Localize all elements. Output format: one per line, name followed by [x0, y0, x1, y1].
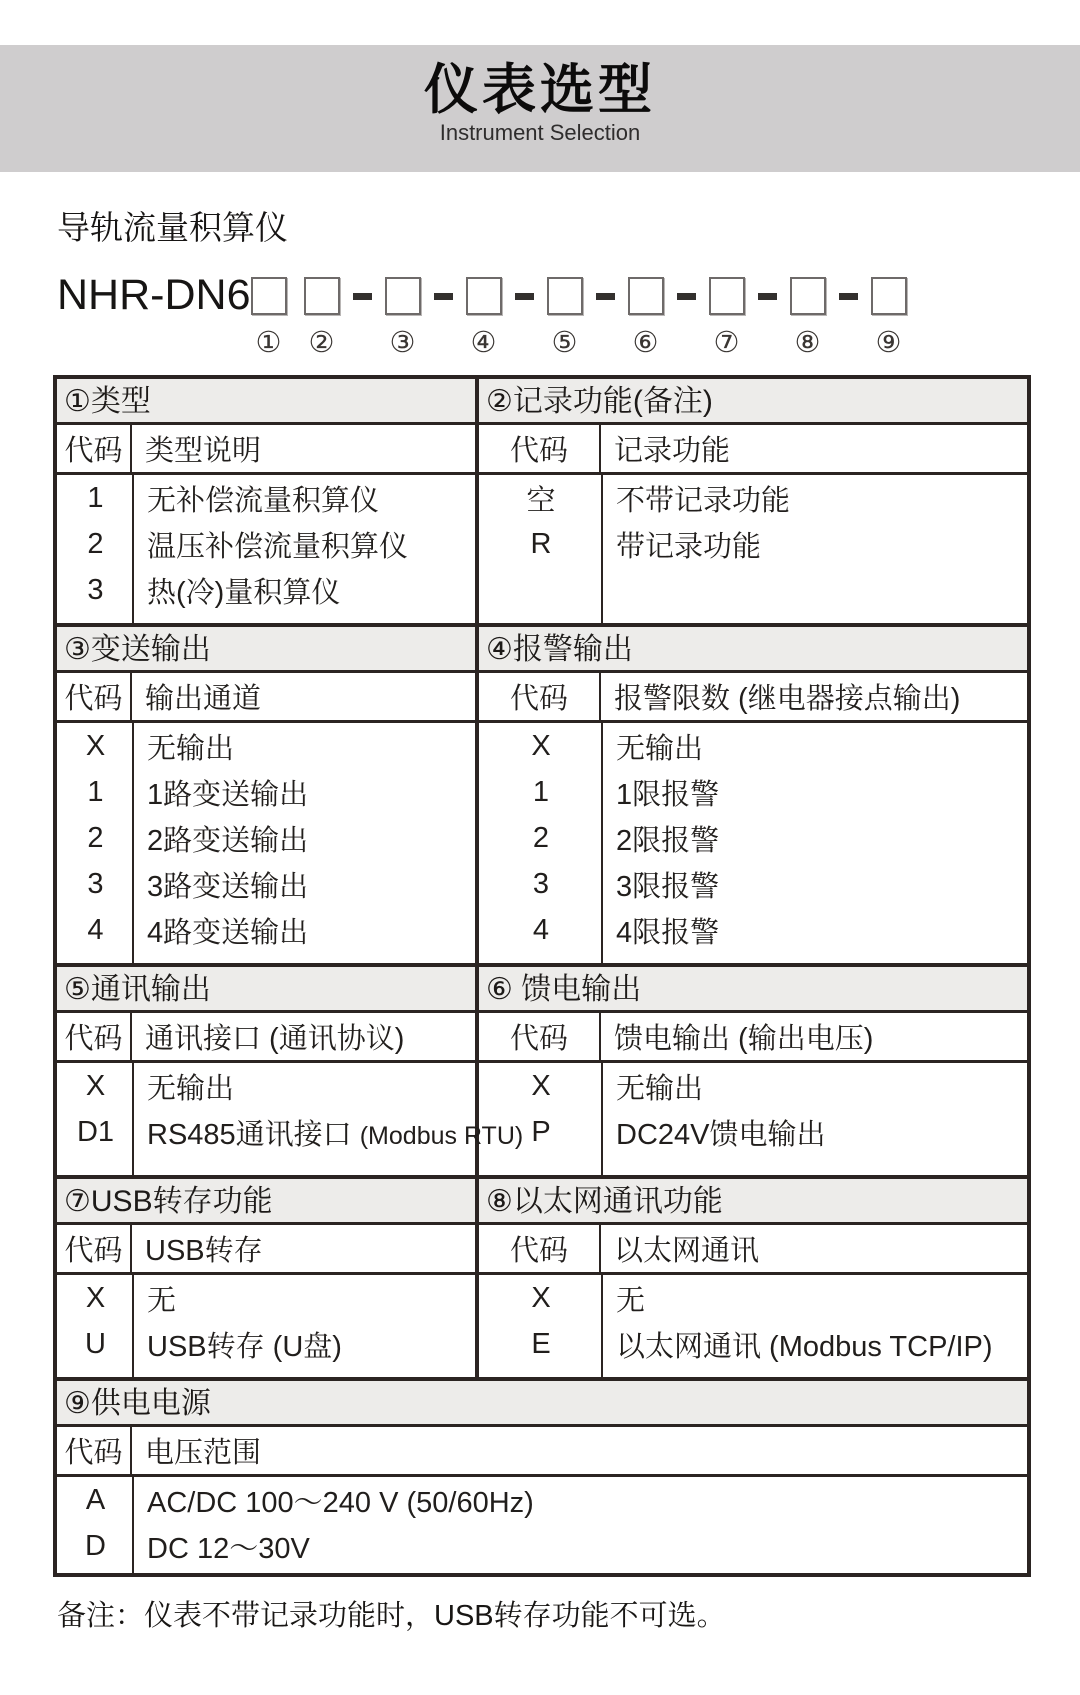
desc-cell: 无输出 [147, 1072, 235, 1105]
code-cell: D [85, 1529, 106, 1562]
column-header-row [479, 673, 1027, 723]
code-cell: 4 [87, 913, 104, 946]
table-row [57, 1063, 475, 1109]
table-row [479, 815, 1027, 861]
code-header-cell: 代码 [57, 673, 132, 720]
model-code-dash [596, 293, 615, 300]
code-cell: U [85, 1327, 106, 1360]
model-code-box [790, 277, 826, 315]
table-row [57, 1523, 1027, 1569]
section-title: ⑧以太网通讯功能 [479, 1179, 1027, 1225]
section-title: ⑤通讯输出 [57, 967, 475, 1013]
desc-cell: USB转存 (U盘) [147, 1330, 342, 1363]
section-title: ⑦USB转存功能 [57, 1179, 475, 1225]
table-row [57, 861, 475, 907]
section-title: ③变送输出 [57, 627, 475, 673]
code-cell: 1 [87, 481, 104, 514]
model-code-row [57, 263, 1080, 319]
section-title: ①类型 [57, 379, 475, 425]
code-cell: P [531, 1115, 551, 1148]
table-row [479, 1109, 1027, 1155]
desc-cell: 无输出 [147, 732, 235, 765]
section-rows [57, 1275, 475, 1377]
selection-table [53, 375, 1031, 1577]
position-label: ⑨ [875, 325, 902, 359]
section-pair-5-6 [57, 963, 1027, 1175]
code-cell: 3 [87, 867, 104, 900]
code-cell: X [531, 729, 551, 762]
desc-cell: 热(冷)量积算仪 [147, 576, 341, 609]
desc-cell: 3限报警 [616, 870, 720, 903]
position-label: ⑦ [713, 325, 740, 359]
page-subtitle: Instrument Selection [439, 120, 641, 146]
desc-cell: DC24V馈电输出 [616, 1118, 826, 1151]
section-rows [57, 1477, 1027, 1573]
code-header-cell: 代码 [479, 425, 601, 472]
code-cell: X [85, 1069, 106, 1102]
section-9-power-supply [57, 1381, 1027, 1573]
code-header-cell: 代码 [479, 1225, 601, 1272]
desc-header-cell: 记录功能 [614, 435, 731, 467]
table-row [57, 1321, 475, 1367]
table-row [479, 1275, 1027, 1321]
desc-header-cell: 报警限数 (继电器接点输出) [614, 683, 961, 715]
code-cell: R [530, 527, 552, 560]
column-header-row [57, 1013, 475, 1063]
desc-cell: 无 [616, 1284, 646, 1317]
desc-header-cell: 输出通道 [145, 683, 262, 715]
model-code-box [304, 277, 340, 315]
table-row [479, 907, 1027, 953]
code-header-cell: 代码 [57, 1225, 132, 1272]
table-row [479, 1063, 1027, 1109]
section-3-transmit-output [57, 627, 475, 963]
section-pair-9 [57, 1377, 1027, 1573]
section-6-feed-output [475, 967, 1027, 1175]
desc-header-cell: 以太网通讯 [614, 1235, 760, 1267]
code-header-cell: 代码 [57, 425, 132, 472]
desc-header-cell: USB转存 [145, 1235, 263, 1267]
section-title: ④报警输出 [479, 627, 1027, 673]
section-rows [57, 723, 475, 963]
table-row [479, 521, 1027, 567]
column-header-row [57, 673, 475, 723]
code-cell: 3 [87, 573, 104, 606]
section-title: ⑨供电电源 [57, 1381, 1027, 1427]
table-row [57, 521, 475, 567]
code-cell: X [531, 1069, 551, 1102]
table-row [479, 1321, 1027, 1367]
code-header-cell: 代码 [479, 673, 601, 720]
column-header-row [479, 1013, 1027, 1063]
code-cell: 空 [526, 484, 556, 517]
code-cell: X [85, 729, 106, 762]
column-header-row [57, 1225, 475, 1275]
model-code-box [385, 277, 421, 315]
section-pair-7-8 [57, 1175, 1027, 1377]
table-row [57, 567, 475, 613]
section-rows [479, 723, 1027, 963]
table-row [57, 1275, 475, 1321]
code-cell: D1 [76, 1115, 115, 1148]
code-cell: E [531, 1327, 551, 1360]
section-7-usb-dump [57, 1179, 475, 1377]
code-cell: 1 [532, 775, 550, 808]
product-name: 导轨流量积算仪 [57, 209, 288, 246]
model-code-dash [839, 293, 858, 300]
desc-cell: 1限报警 [616, 778, 720, 811]
section-pair-3-4 [57, 623, 1027, 963]
desc-cell: AC/DC 100～240 V (50/60Hz) [147, 1486, 534, 1519]
section-rows [479, 475, 1027, 623]
desc-cell: 4限报警 [616, 916, 720, 949]
page-title: 仪表选型 [424, 60, 656, 120]
desc-header-cell: 通讯接口 (通讯协议) [145, 1023, 405, 1055]
column-header-row [57, 425, 475, 475]
desc-cell: 2限报警 [616, 824, 720, 857]
desc-cell: DC 12～30V [147, 1532, 310, 1565]
header-band [0, 45, 1080, 172]
desc-cell: RS485通讯接口 (Modbus RTU) [147, 1118, 524, 1151]
table-row [57, 769, 475, 815]
desc-header-cell: 电压范围 [145, 1437, 262, 1469]
position-label: ⑧ [794, 325, 821, 359]
code-header-cell: 代码 [57, 1427, 132, 1474]
model-code-dash [515, 293, 534, 300]
code-header-cell: 代码 [57, 1013, 132, 1060]
desc-cell: 2路变送输出 [147, 824, 309, 857]
position-label: ⑤ [551, 325, 578, 359]
model-code-dash [353, 293, 372, 300]
position-label: ⑥ [632, 325, 659, 359]
position-label: ① [255, 325, 282, 359]
desc-header-cell: 馈电输出 (输出电压) [614, 1023, 874, 1055]
table-row [479, 475, 1027, 521]
model-code-box [871, 277, 907, 315]
model-code-dash [677, 293, 696, 300]
code-cell: 2 [87, 527, 104, 560]
section-4-alarm-output [475, 627, 1027, 963]
code-cell: X [531, 1281, 551, 1314]
code-cell: A [85, 1483, 106, 1516]
model-code-box [709, 277, 745, 315]
section-8-ethernet [475, 1179, 1027, 1377]
code-cell: 1 [87, 775, 104, 808]
section-1-type [57, 379, 475, 623]
desc-cell: 温压补偿流量积算仪 [147, 530, 409, 563]
desc-cell: 3路变送输出 [147, 870, 309, 903]
column-header-row [57, 1427, 1027, 1477]
section-title: ⑥ 馈电输出 [479, 967, 1027, 1013]
table-row [479, 861, 1027, 907]
code-cell: X [85, 1281, 106, 1314]
section-pair-1-2 [57, 379, 1027, 623]
section-title: ②记录功能(备注) [479, 379, 1027, 425]
table-row [57, 723, 475, 769]
protocol-label: (Modbus RTU) [359, 1121, 524, 1150]
desc-cell: 无输出 [616, 1072, 704, 1105]
position-label: ③ [389, 325, 416, 359]
column-header-row [479, 425, 1027, 475]
code-cell: 2 [532, 821, 550, 854]
model-code-box [628, 277, 664, 315]
model-code-dash [758, 293, 777, 300]
code-cell: 3 [532, 867, 550, 900]
code-cell: 4 [532, 913, 550, 946]
position-label: ② [308, 325, 335, 359]
table-row [57, 907, 475, 953]
position-labels-row [57, 325, 1080, 359]
model-code-box [466, 277, 502, 315]
section-rows [479, 1275, 1027, 1377]
desc-cell: 4路变送输出 [147, 916, 309, 949]
code-header-cell: 代码 [479, 1013, 601, 1060]
section-5-comm-output [57, 967, 524, 1175]
table-row [479, 723, 1027, 769]
desc-cell: 1路变送输出 [147, 778, 309, 811]
position-label: ④ [470, 325, 497, 359]
model-code-box [547, 277, 583, 315]
desc-header-cell: 类型说明 [145, 435, 262, 467]
model-code-box [251, 277, 287, 315]
table-row [57, 1109, 524, 1155]
code-cell: 2 [87, 821, 104, 854]
desc-cell: 无输出 [616, 732, 704, 765]
table-row [57, 1477, 1027, 1523]
desc-cell: 无 [147, 1284, 177, 1317]
table-row [57, 475, 475, 521]
model-code-dash [434, 293, 453, 300]
footer-note: 备注：仪表不带记录功能时，USB转存功能不可选。 [57, 1600, 726, 1632]
desc-cell: 不带记录功能 [616, 484, 791, 517]
section-2-record [475, 379, 1027, 623]
column-header-row [479, 1225, 1027, 1275]
section-rows [57, 475, 475, 623]
table-row [57, 815, 475, 861]
desc-cell: 带记录功能 [616, 530, 762, 563]
table-row [479, 769, 1027, 815]
desc-cell: 以太网通讯 (Modbus TCP/IP) [616, 1330, 993, 1363]
section-rows [57, 1063, 524, 1175]
desc-cell: 无补偿流量积算仪 [147, 484, 380, 517]
model-prefix: NHR-DN6 [57, 271, 251, 319]
section-rows [479, 1063, 1027, 1175]
